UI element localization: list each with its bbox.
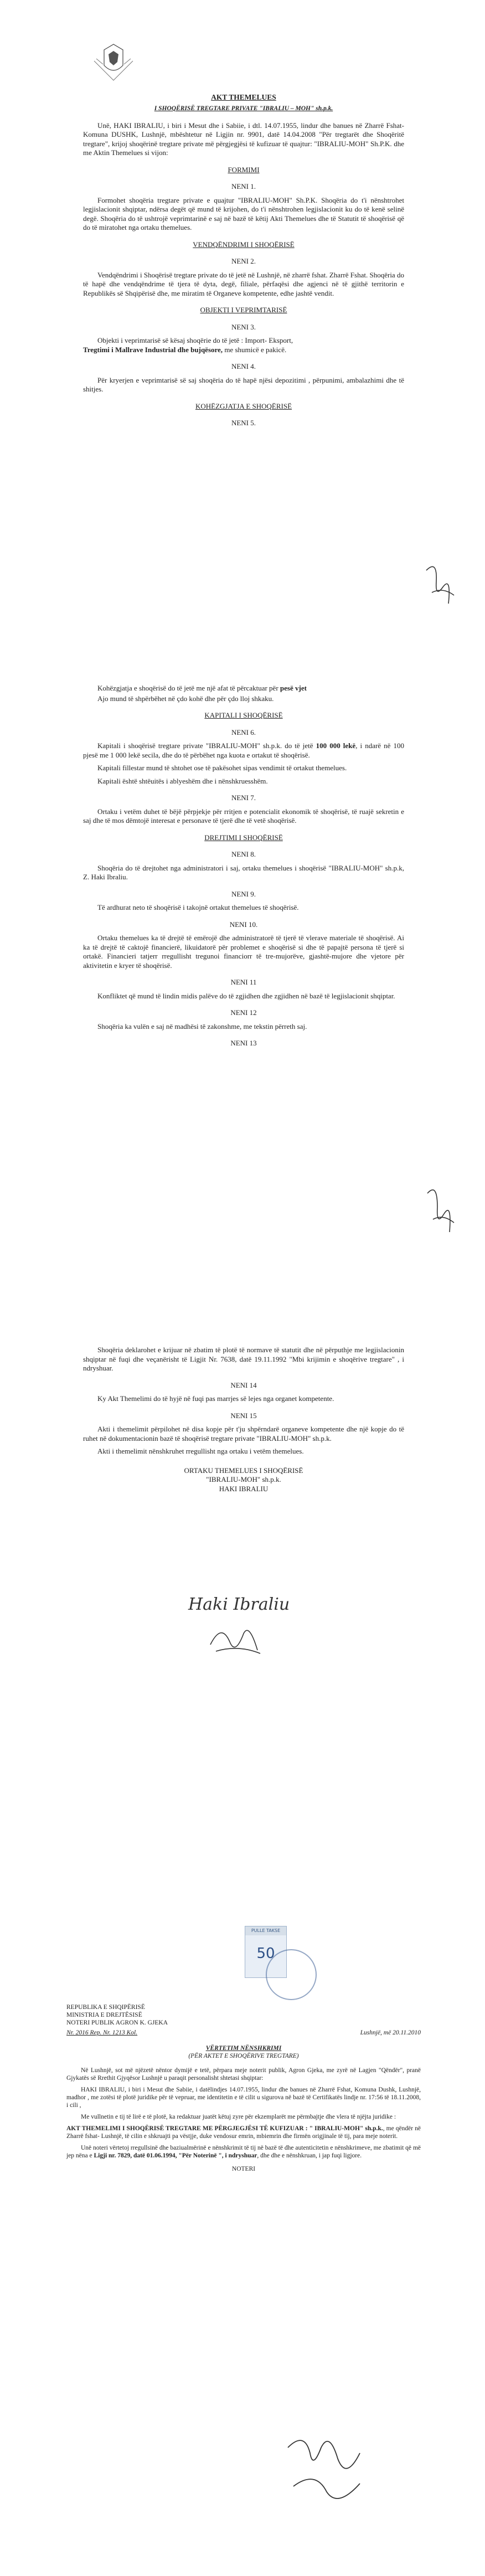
neni-12-text: Shoqëria ka vulën e saj në madhësi të zakonshme, me tekstin përreth saj. [97, 1022, 307, 1031]
neni-4-heading: NENI 4. [231, 362, 256, 370]
neni-15-heading: NENI 15 [230, 1411, 257, 1420]
section-drejtimi: DREJTIMI I SHOQËRISË [204, 833, 283, 842]
neni-7-text: Ortaku i vetëm duhet të bëjë përpjekje për rritjen e potencialit ekonomik të shoqërisë, të ruajë sekretin e saj dhe të mos dëmtojë interesat e personave të tjerë dhe të vetë shoqërisë. [83, 807, 404, 825]
neni-6-text-d: Kapitali fillestar mund të shtohet ose të pakësohet sipas vendimit të ortakut themelues. [97, 764, 347, 772]
initials-signature-icon [421, 554, 460, 615]
tax-stamp-label: PULLE TAKSE [245, 1926, 286, 1935]
section-vendqendrimi: VENDQËNDRIMI I SHOQËRISË [193, 240, 295, 249]
neni-9-heading: NENI 9. [231, 889, 256, 898]
reference-date: Lushnjë, më 20.11.2010 [360, 2029, 421, 2036]
neni-10-heading: NENI 10. [229, 920, 258, 929]
neni-12-heading: NENI 12 [230, 1008, 257, 1017]
kohezgjatja-b: pesë vjet [280, 684, 307, 692]
initials-signature-icon [205, 1617, 266, 1661]
signoff-block [83, 1466, 404, 1494]
certificate-subtitle: (PËR AKTET E SHOQËRIVE TREGTARE) [188, 2053, 299, 2059]
certificate-title: VËRTETIM NËNSHKRIMI [205, 2045, 282, 2052]
neni-2-heading: NENI 2. [231, 257, 256, 265]
neni-3-text [83, 336, 404, 354]
handwritten-signature: Haki Ibraliu [188, 1595, 290, 1614]
page-2-content [83, 684, 404, 1053]
page-1-content [83, 93, 404, 432]
notary-line: NOTERI PUBLIK AGRON K. GJEKA [66, 2019, 168, 2026]
certificate-text-5 [66, 2144, 421, 2160]
neni-6-heading: NENI 6. [231, 728, 256, 736]
intro-paragraph: Unë, HAKI IBRALIU, i biri i Mesut dhe i Sabiie, i dtl. 14.07.1955, lindur dhe banues në Zharrë Fshat-Komuna DUSHK, Lushnjë, mbështetur në Ligjin nr. 9901, datë 14.04.2008 "Për tregtarët dhe Shoqëritë tregtare", krijoj shoqërinë tregtare private më përgjegjësi të kufizuar të quajtur: "IBRALIU-MOH" Sh.P.K. dhe me Aktin Themelues si vijon: [83, 121, 404, 157]
neni-7-heading: NENI 7. [231, 794, 256, 802]
neni-14-text: Ky Akt Themelimi do të hyjë në fuqi pas marrjes së lejes nga organet kompetente. [97, 1394, 334, 1403]
section-kapitali: KAPITALI I SHOQËRISË [204, 711, 283, 719]
neni-6-text-c: , i ndarë në 100 pjesë me 1 000 lekë secila, dhe do të përbëhet nga kuota e ortakut të shoqërisë. [83, 741, 405, 759]
tax-stamp-value: 50 [256, 1945, 275, 1962]
page-4-content [66, 2003, 421, 2173]
page-3-intro: Shoqëria deklarohet e krijuar në zbatim të plotë të normave të statutit dhe në përputhje me legjislacionin shqiptar në fuqi dhe veçanërisht të Ligjit Nr. 7638, datë 19.11.1992 "Mbi krijimin e shoqërive tregtare" , i ndryshuar. [83, 1346, 404, 1372]
neni-13-heading: NENI 13 [230, 1039, 257, 1047]
section-formimi: FORMIMI [228, 165, 260, 174]
certificate-text-5-c: , dhe dhe e nënshkruan, i jap fuqi ligjore. [257, 2152, 362, 2159]
neni-15-text-a: Akti i themelimit përpilohet në disa kopje për t'ju shpërndarë organeve kompetente dhe një kopje do të ruhet në dokumentacionin bazë të shoqërisë tregtare private "IBRALIU-MOH" sh.p.k. [83, 1425, 404, 1442]
certificate-text-3: Me vullnetin e tij të lirë e të plotë, ka redaktuar juatët këtuj zyre për ekzemplarët me përmbajtje dhe vlera të njëjta juridike : [81, 2114, 396, 2120]
neni-9-text: Të ardhurat neto të shoqërisë i takojnë ortakut themelues të shoqërisë. [97, 903, 299, 911]
certificate-text-4 [66, 2125, 421, 2140]
neni-3-text-c: me shumicë e pakicë. [224, 345, 287, 354]
neni-15-text-b: Akti i themelimit nënshkruhet rregullisht nga ortaku i vetëm themelues. [97, 1447, 304, 1455]
neni-2-text: Vendqëndrimi i Shoqërisë tregtare private do të jetë në Lushnjë, në zharrë fshat. Zharrë Fshat. Shoqëria do të hapë dhe vendqëndrime të tjera të dyta, degë, filiale, përfaqësi dhe agjenci në të gjithë territorin e Republikës së Shqipërisë dhe, me miratim të Organeve kompetente, edhe jashtë vendit. [83, 270, 404, 297]
notary-seal-icon [266, 1949, 317, 2000]
neni-3-text-a: Objekti i veprimtarisë së kësaj shoqërie do të jetë : Import- Eksport, [97, 336, 293, 344]
neni-8-text: Shoqëria do të drejtohet nga administratori i saj, ortaku themelues i shoqërisë "IBRALIU-MOH" sh.p.k, Z. Haki Ibraliu. [83, 863, 404, 881]
neni-14-heading: NENI 14 [230, 1380, 257, 1389]
certificate-text-1: Në Lushnjë, sot më njëzetë nëntor dymijë e tetë, përpara meje noterit publik, Agron Gjeka, me zyrë në Lagjen "Qëndër", pranë Gjykatës së Rrethit Gjyqësor Lushnjë u paraqit personalisht shtetasi shqiptar: [66, 2067, 421, 2082]
neni-6-text-a: Kapitali i shoqërisë tregtare private "IBRALIU-MOH" sh.p.k. do të jetë [97, 741, 313, 750]
neni-6-text-b: 100 000 lekë [316, 741, 356, 750]
document-title: AKT THEMELUES [211, 93, 276, 101]
neni-6-text-e: Kapitali është shtëuitës i ablyeshëm dhe i nënshkruesshëm. [97, 776, 268, 785]
initials-signature-icon [421, 1179, 460, 1240]
signoff-line-3: HAKI IBRALIU [219, 1484, 269, 1493]
signoff-line-2: "IBRALIU-MOH" sh.p.k. [206, 1475, 281, 1483]
ministry-line: MINISTRIA E DREJTËSISË [66, 2012, 142, 2018]
reference-row [66, 2029, 421, 2037]
kohezgjatja-text [83, 684, 404, 693]
certificate-text-4-bold: AKT THEMELIMI I SHOQËRISË TREGTARE ME PËRGJEGJËSI TË KUFIZUAR : " IBRALIU-MOH" sh.p.k. [66, 2125, 383, 2132]
section-kohezgjatja: KOHËZGJATJA E SHOQËRISË [195, 401, 292, 410]
certificate-text-2: HAKI IBRALIU, i biri i Mesut dhe Sabiie, i datëlindjes 14.07.1955, lindur dhe banues në Zharrë Fshat, Komuna Dushk, Lushnjë, madhor , me zotësi të plotë juridike për të vepruar, me identitetin e të cilit u sigurova në bazë të Certifikatës lindje nr. 17:56 të 18.11.2008, i cili , [66, 2086, 421, 2109]
document-subtitle: I SHOQËRISË TREGTARE PRIVATE "IBRALIU – MOH" sh.p.k. [154, 105, 333, 112]
neni-8-heading: NENI 8. [231, 850, 256, 858]
certificate-text-5-b: Ligji nr. 7829, datë 01.06.1994, "Për Noterinë ", i ndryshuar [94, 2152, 257, 2159]
signoff-line-1: ORTAKU THEMELUES I SHOQËRISË [184, 1466, 303, 1475]
neni-6-text [83, 741, 404, 760]
neni-3-heading: NENI 3. [231, 322, 256, 331]
notary-signature-icon [277, 2425, 371, 2514]
page-3-content [83, 1346, 404, 1493]
neni-11-text: Konfliktet që mund të lindin midis palëve do të zgjidhen dhe zgjidhen në bazë të legjislacionit shqiptar. [97, 991, 395, 1000]
neni-3-text-b: Tregtimi i Mallrave Industrial dhe bujqësore, [83, 345, 223, 354]
section-objekti: OBJEKTI I VEPRIMTARISË [200, 306, 287, 314]
coat-of-arms-icon [89, 39, 138, 89]
kohezgjatja-c: Ajo mund të shpërbëhet në çdo kohë dhe për çdo lloj shkaku. [97, 694, 274, 703]
neni-11-heading: NENI 11 [230, 978, 257, 986]
republic-line: REPUBLIKA E SHQIPËRISË [66, 2004, 145, 2011]
certificate-text-4-rest: , me qëndër në Zharrë fshat- Lushnjë, të cilin e shkruajti pa vëstjje, duke vendosur emrin, mbiemrin dhe firmën origjinale të tij, para meje noterit. [66, 2125, 421, 2140]
certificate-text-5-a: Unë noteri vërtetoj rregullsinë dhe baziualmërinë e nënshkrimit të tij në bazë të dhe autenticitetin e nënshkrimeve, me zbatimit që më jep nëna e [66, 2145, 421, 2159]
neni-5-heading: NENI 5. [231, 419, 256, 427]
kohezgjatja-a: Kohëzgjatja e shoqërisë do të jetë me një afat të përcaktuar për [97, 684, 278, 692]
neni-1-text: Formohet shoqëria tregtare private e quajtur "IBRALIU-MOH" Sh.P.K. Shoqëria do t'i nënshtrohet legjislacionit shqiptar, ndërsa degët që mund të krijohen, do t'i nënshtrohen legjislacionit ku do të kenë selinë degë. Shoqëria do të ushtrojë veprimtarinë e saj në bazë të këtij Akti Themelues dhe të Statutit të shoqërisë që do të miratohet nga ortaku themelues. [83, 195, 404, 231]
reference-number: Nr. 2016 Rep. Nr. 1213 Kol. [66, 2029, 138, 2036]
noter-label: NOTERI [231, 2166, 256, 2172]
neni-10-text: Ortaku themelues ka të drejtë të emërojë dhe administratorë të tjerë të vlerave materiale të shoqërisë. Ai ka të drejtë të caktojë financierë, likuidatorë për problemet e shoqërisë si dhe të papajtë persona të tjerë si ortakë. Financieri tatjerr rregullisht tregunoi financiorr të tre-mujorëve, gjashtë-mujore dhe vjetore për aktivitetin e kryer të shoqërisë. [83, 934, 404, 970]
neni-4-text: Për kryerjen e veprimtarisë së saj shoqëria do të hapë njësi depozitimi , përpunimi, ambalazhimi dhe të shitjes. [83, 375, 404, 393]
neni-1-heading: NENI 1. [231, 182, 256, 190]
